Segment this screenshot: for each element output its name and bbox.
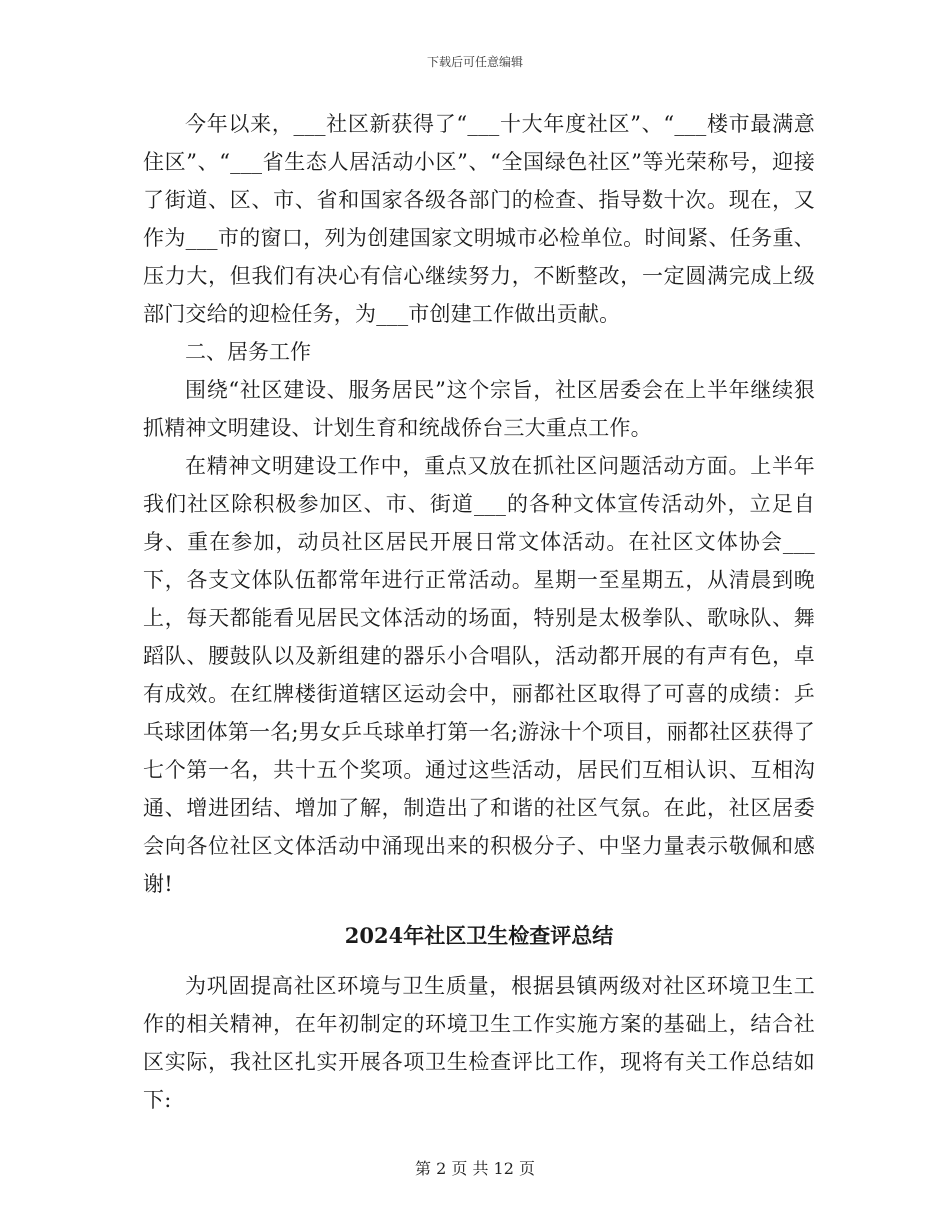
paragraph-community-honors: 今年以来，___社区新获得了“___十大年度社区”、“___楼市最满意住区”、“___省生态人居活动小区”、“全国绿色社区”等光荣称号，迎接了街道、区、市、省和国家各级各部门的检查、指导数十次。现在，又作为___市的窗口，列为创建国家文明城市必检单位。时间紧、任务重、压力大，但我们有决心有信心继续努力，不断整改，一定圆满完成上级部门交给的迎检任务，为___市创建工作做出贡献。: [143, 112, 815, 326]
page-header-note: 下载后可任意编辑: [426, 55, 523, 69]
page-number-footer: 第 2 页 共 12 页: [415, 1159, 535, 1178]
paragraph-cultural-activities: 在精神文明建设工作中，重点又放在抓社区问题活动方面。上半年我们社区除积极参加区、市、街道___的各种文体宣传活动外，立足自身、重在参加，动员社区居民开展日常文体活动。在社区文体协会___下，各支文体队伍都常年进行正常活动。星期一至星期五，从清晨到晚上，每天都能看见居民文体活动的场面，特别是太极拳队、歌咏队、舞蹈队、腰鼓队以及新组建的器乐小合唱队，活动都开展的有声有色，卓有成效。在红牌楼街道辖区运动会中，丽都社区取得了可喜的成绩：乒乓球团体第一名;男女乒乓球单打第一名;游泳十个项目，丽都社区获得了七个第一名，共十五个奖项。通过这些活动，居民们互相认识、互相沟通、增进团结、增加了解，制造出了和谐的社区气氛。在此，社区居委会向各位社区文体活动中涌现出来的积极分子、中坚力量表示敬佩和感谢!: [143, 454, 815, 896]
section-heading-residence-affairs: 二、居务工作: [185, 340, 311, 364]
document-body: [143, 105, 815, 1119]
paragraph-hygiene-intro: 为巩固提高社区环境与卫生质量，根据县镇两级对社区环境卫生工作的相关精神，在年初制定的环境卫生工作实施方案的基础上，结合社区实际，我社区扎实开展各项卫生检查评比工作，现将有关工作总结如下:: [143, 974, 815, 1112]
document-title: 2024年社区卫生检查评总结: [344, 923, 614, 948]
paragraph-service-purpose: 围绕“社区建设、服务居民”这个宗旨，社区居委会在上半年继续狠抓精神文明建设、计划生育和统战侨台三大重点工作。: [143, 378, 815, 440]
